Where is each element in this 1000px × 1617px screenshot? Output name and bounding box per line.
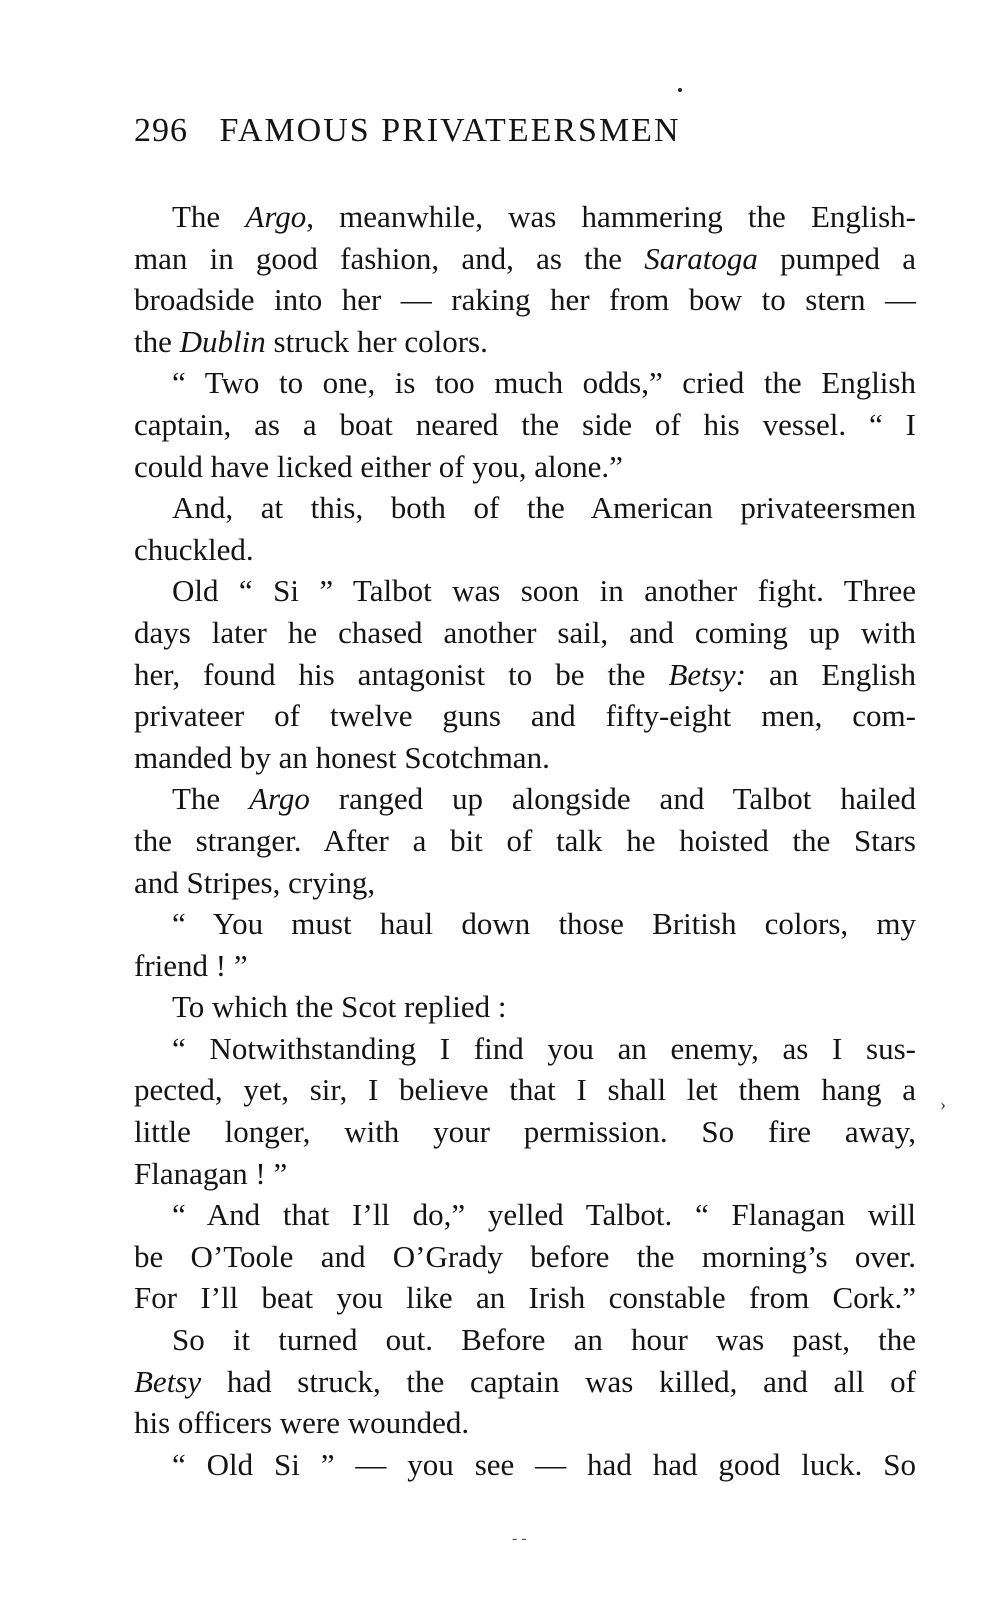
text-line: could have licked either of you, alone.” xyxy=(134,448,623,484)
text-line: broadside into her — raking her from bow to stern — xyxy=(134,282,916,318)
text-line: be O’Toole and O’Grady before the morning’s over. xyxy=(134,1238,916,1274)
text-line: the stranger. After a bit of talk he hoisted the Stars xyxy=(134,822,916,858)
text-line: Flanagan ! ” xyxy=(134,1155,288,1191)
text-line: Old “ Si ” Talbot was soon in another fight. Three xyxy=(172,573,916,609)
text-line: friend ! ” xyxy=(134,947,248,983)
text-line: And, at this, both of the American privateersmen xyxy=(172,490,916,526)
text-line: The Argo ranged up alongside and Talbot hailed xyxy=(172,781,916,817)
text-line: For I’ll beat you like an Irish constable from Cork.” xyxy=(134,1280,916,1316)
text-line: “ Two to one, is too much odds,” cried the English xyxy=(172,365,916,401)
text-line: manded by an honest Scotchman. xyxy=(134,739,550,775)
page-header xyxy=(134,112,934,162)
text-line: little longer, with your permission. So fire away, xyxy=(134,1114,916,1150)
text-line: “ Old Si ” — you see — had had good luck. So xyxy=(172,1446,916,1482)
running-title: FAMOUS PRIVATEERSMEN xyxy=(219,112,681,149)
text-line: man in good fashion, and, as the Saratoga pumped a xyxy=(134,240,916,276)
body-text xyxy=(134,196,916,1485)
text-line: The Argo, meanwhile, was hammering the English- xyxy=(172,199,916,234)
text-line: privateer of twelve guns and fifty-eight men, com- xyxy=(134,698,916,734)
text-line: and Stripes, crying, xyxy=(134,864,376,900)
print-speck xyxy=(678,88,682,92)
text-line: “ And that I’ll do,” yelled Talbot. “ Flanagan will xyxy=(172,1197,916,1233)
text-line: “ You must haul down those British colors, my xyxy=(172,906,916,942)
text-line: the Dublin struck her colors. xyxy=(134,323,488,359)
text-line: pected, yet, sir, I believe that I shall let them hang a xyxy=(134,1072,916,1108)
text-line: chuckled. xyxy=(134,531,254,567)
text-line: “ Notwithstanding I find you an enemy, as I sus- xyxy=(172,1030,916,1066)
text-line: his officers were wounded. xyxy=(134,1405,470,1441)
text-line: days later he chased another sail, and coming up with xyxy=(134,614,916,650)
print-speck: › xyxy=(940,1094,946,1114)
page-number: 296 xyxy=(134,112,188,149)
print-speck: -- xyxy=(512,1530,531,1547)
text-line: To which the Scot replied : xyxy=(172,989,507,1025)
text-line: Betsy had struck, the captain was killed, and all of xyxy=(134,1363,916,1399)
text-line: her, found his antagonist to be the Betsy: an English xyxy=(134,656,916,692)
text-line: So it turned out. Before an hour was past, the xyxy=(172,1322,916,1358)
text-line: captain, as a boat neared the side of his vessel. “ I xyxy=(134,406,916,442)
